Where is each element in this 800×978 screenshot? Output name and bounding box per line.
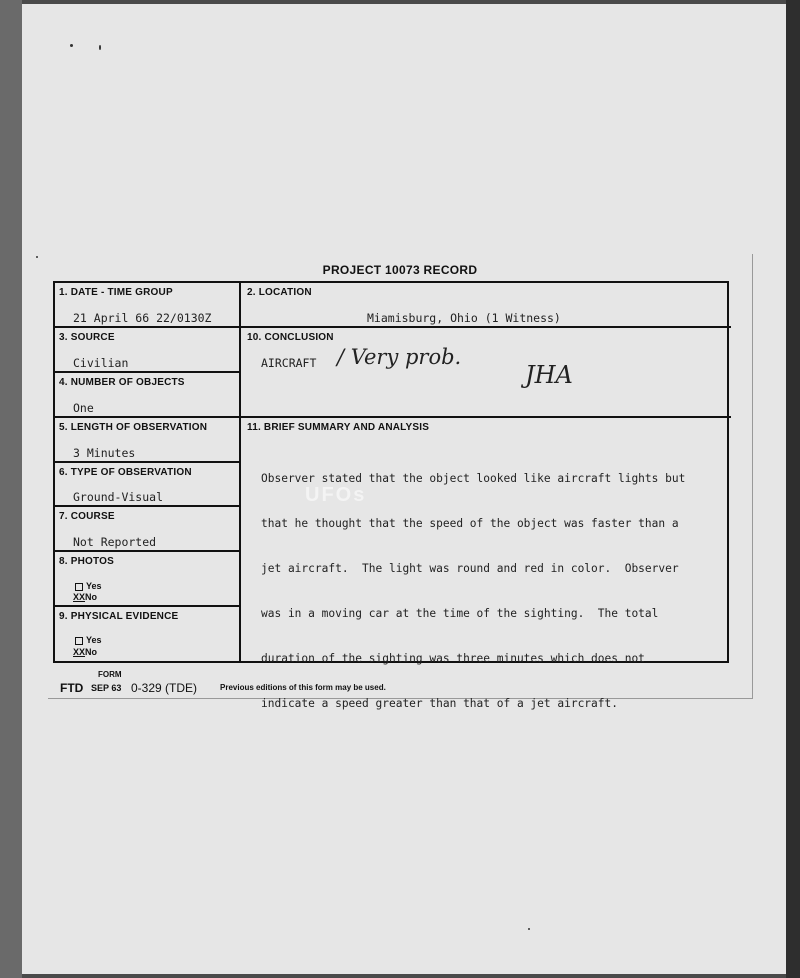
scan-speck: [99, 45, 101, 50]
photos-yes-option: Yes: [75, 581, 102, 591]
course-label: 7. COURSE: [59, 511, 115, 522]
conclusion-label: 10. CONCLUSION: [247, 332, 334, 343]
summary-line: duration of the sighting was three minutes which does not: [261, 652, 645, 665]
conclusion-value: AIRCRAFT: [261, 356, 317, 370]
checked-mark: XX: [73, 592, 86, 602]
summary-line: indicate a speed greater than that of a jet aircraft.: [261, 697, 618, 710]
date-time-value: 21 April 66 22/0130Z: [73, 311, 212, 325]
row-divider: [55, 326, 731, 328]
length-observation-value: 3 Minutes: [73, 446, 136, 460]
course-value: Not Reported: [73, 535, 157, 549]
row-divider: [55, 461, 239, 463]
physical-evidence-no-option: XXNo: [73, 647, 98, 657]
footer-date-code: SEP 63: [91, 683, 122, 693]
location-label: 2. LOCATION: [247, 287, 312, 298]
row-divider: [55, 416, 731, 418]
length-observation-label: 5. LENGTH OF OBSERVATION: [59, 422, 208, 433]
source-value: Civilian: [73, 356, 129, 370]
checked-mark: XX: [73, 647, 86, 657]
physical-evidence-yes-option: Yes: [75, 635, 102, 645]
scan-speck: [528, 928, 530, 930]
footer-form-word: FORM: [98, 670, 122, 679]
scan-right-edge: [786, 0, 800, 978]
scan-speck: [36, 256, 38, 258]
number-objects-label: 4. NUMBER OF OBJECTS: [59, 377, 185, 388]
date-time-label: 1. DATE - TIME GROUP: [59, 287, 173, 298]
photos-label: 8. PHOTOS: [59, 556, 114, 567]
summary-line: that he thought that the speed of the object was faster than a: [261, 517, 679, 530]
location-value: Miamisburg, Ohio (1 Witness): [367, 311, 561, 325]
summary-line: was in a moving car at the time of the sighting. The total: [261, 607, 659, 620]
checkbox-icon: [75, 637, 83, 645]
handwritten-conclusion-note: / Very prob.: [337, 345, 462, 369]
scan-speck: [70, 44, 73, 47]
footer-form-number: 0-329 (TDE): [131, 681, 198, 695]
column-divider: [239, 283, 241, 661]
footer-note: Previous editions of this form may be used.: [220, 683, 386, 692]
type-observation-label: 6. TYPE OF OBSERVATION: [59, 467, 192, 478]
summary-line: jet aircraft. The light was round and red in color. Observer: [261, 562, 679, 575]
type-observation-value: Ground-Visual: [73, 490, 164, 504]
handwritten-initials: JHA: [525, 361, 573, 389]
form-title: PROJECT 10073 RECORD: [322, 263, 478, 277]
scan-left-edge: [0, 0, 22, 978]
row-divider: [55, 550, 239, 552]
checkbox-icon: [75, 583, 83, 591]
row-divider: [55, 505, 239, 507]
photos-no-option: XXNo: [73, 592, 98, 602]
row-divider: [55, 605, 239, 607]
number-objects-value: One: [73, 401, 94, 415]
source-label: 3. SOURCE: [59, 332, 115, 343]
watermark: UFOs: [305, 484, 367, 506]
physical-evidence-label: 9. PHYSICAL EVIDENCE: [59, 611, 179, 622]
summary-label: 11. BRIEF SUMMARY AND ANALYSIS: [247, 422, 430, 433]
summary-line: Observer stated that the object looked like aircraft lights but: [261, 472, 686, 485]
row-divider: [55, 371, 239, 373]
footer-ftd: FTD: [60, 681, 84, 695]
